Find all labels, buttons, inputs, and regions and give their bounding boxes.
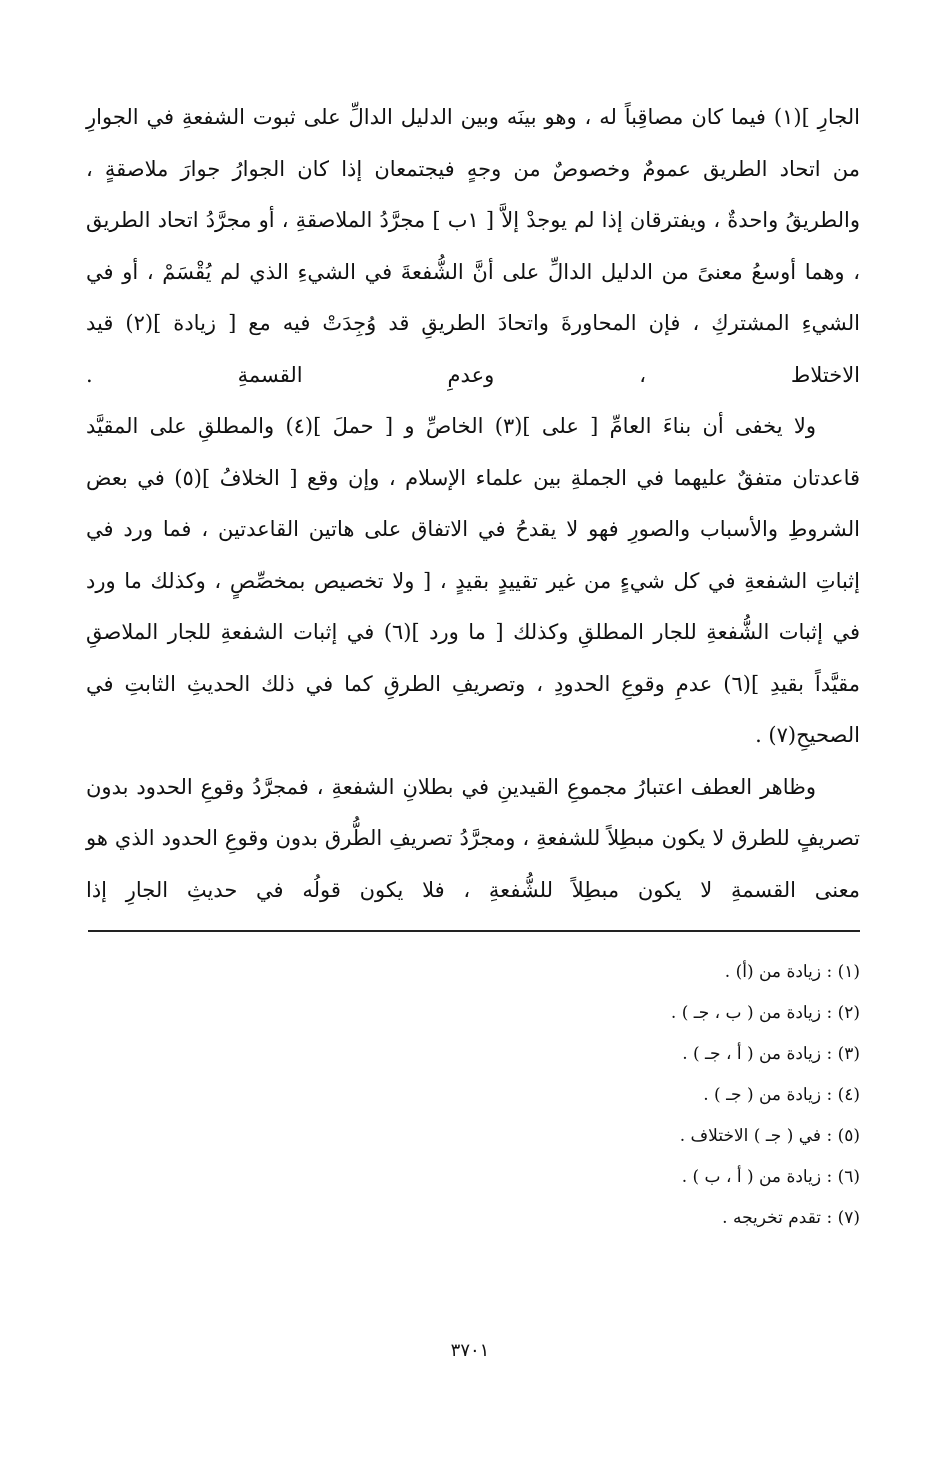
paragraph-3: وظاهر العطف اعتبارُ مجموعِ القيدينِ في بطلانِ الشفعةِ ، فمجرَّدُ وقوعِ الحدود بدون تصريفٍ للطرق لا يكون مبطِلاً للشفعةِ ، ومجرَّدُ تصريفِ الطُّرق بدون وقوعِ الحدود الذي هو معنى القسمةِ لا يكون مبطِلاً للشُّفعةِ ، فلا يكون قولُه في حديثِ الجارِ إذا bbox=[86, 774, 860, 902]
footnote-6: (٦) : زيادة من ( أ ، ب ) . bbox=[681, 1167, 860, 1187]
paragraph-1: الجارِ ](١) فيما كان مصاقِباً له ، وهو بينَه وبين الدليل الدالِّ على ثبوت الشفعةِ في الجوارِ من اتحاد الطريق عمومٌ وخصوصٌ من وجهٍ فيجتمعان إذا كان الجوارُ جوارَ ملاصقةٍ ، والطريقُ واحدةٌ ، ويفترقان إذا لم يوجدْ إلاَّ [ ١ب ] مجرَّدُ الملاصقةِ ، أو مجرَّدُ اتحاد الطريق ، وهما أوسعُ معنىً من الدليل الدالِّ على أنَّ الشُّفعةَ في الشيءِ الذي لم يُقْسَمْ ، أو في الشيءِ المشتركِ ، فإن المحاورةَ واتحادَ الطريقِ قد وُجِدَتْ فيه مع [ زيادة ](٢) قيد الاختلاط ، وعدمِ القسمةِ . bbox=[86, 105, 861, 387]
footnote-5: (٥) : في ( جـ ) الاختلاف . bbox=[679, 1126, 860, 1146]
footnotes-list bbox=[88, 952, 860, 1239]
footnote-1: (١) : زيادة من (أ) . bbox=[724, 962, 860, 982]
footnote-4: (٤) : زيادة من ( جـ ) . bbox=[703, 1085, 860, 1105]
main-text bbox=[86, 92, 860, 916]
page-number: ٣٧٠١ bbox=[450, 1340, 490, 1361]
footnote-3: (٣) : زيادة من ( أ ، جـ ) . bbox=[682, 1044, 860, 1064]
paragraph-2: ولا يخفى أن بناءَ العامِّ [ على ](٣) الخاصِّ و [ حملَ ](٤) والمطلقِ على المقيَّد قاعدتان متفقٌ عليهما في الجملةِ بين علماء الإسلام ، وإن وقع [ الخلافُ ](٥) في بعض الشروطِ والأسباب والصورِ فهو لا يقدحُ في الاتفاق على هاتين القاعدتين ، فما ورد في إثباتِ الشفعةِ في كل شيءٍ من غير تقييدٍ بقيدٍ ، [ ولا تخصيص بمخصِّصٍ ، وكذلك ما ورد في إثبات الشُّفعةِ للجار المطلقِ وكذلك [ ما ورد ](٦) في إثبات الشفعةِ للجار الملاصقِ مقيَّداً بقيدِ ](٦) عدمِ وقوعِ الحدودِ ، وتصريفِ الطرقِ كما في ذلك الحديثِ الثابتِ في الصحيحِ(٧) . bbox=[86, 414, 861, 747]
footnote-divider bbox=[88, 930, 860, 932]
footnote-2: (٢) : زيادة من ( ب ، جـ ) . bbox=[670, 1003, 860, 1023]
footnote-7: (٧) : تقدم تخريجه . bbox=[722, 1208, 860, 1228]
